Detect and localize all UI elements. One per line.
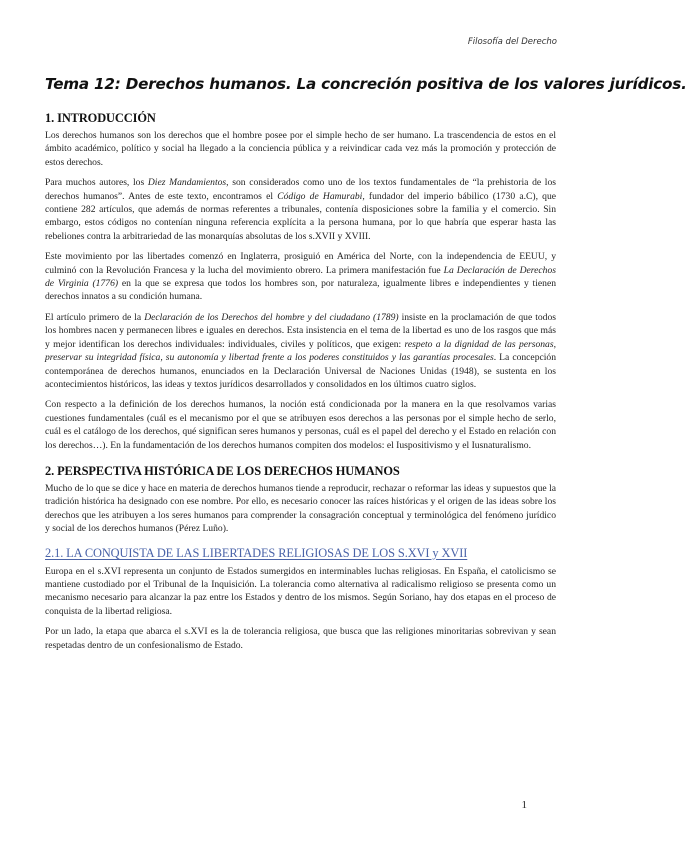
emphasis-text: La Declaración de Derechos de Virginia (1776) bbox=[45, 264, 556, 290]
emphasis-text: Declaración de los Derechos del hombre y del ciudadano (1789) bbox=[144, 311, 399, 323]
paragraph bbox=[45, 398, 556, 452]
paragraph-text: Con respecto a la definición de los derechos humanos, la noción está condicionada por la manera en la que resolvamos varias cuestiones fundamentales (cuál es el mecanismo por el que se atribuyen esos derechos a las personas por el simple hecho de serlo, cuál es el catálogo de los derechos, qué significan seres humanos y personas, cuál es el papel del derecho y el Estado en relación con los derechos…). En la fundamentación de los derechos humanos compiten dos modelos: el Iuspositivismo y el Iusnaturalismo. bbox=[45, 399, 556, 451]
paragraph-text: Por un lado, la etapa que abarca el s.XVI es la de tolerancia religiosa, que busca que las religiones minoritarias sobrevivan y sean respetadas dentro de un confesionalismo de Estado. bbox=[45, 626, 556, 651]
paragraph bbox=[45, 176, 556, 243]
emphasis-text: respeto a la dignidad de las personas, preservar su integridad física, su autonomía y libertad frente a los poderes constituidos y las garantías procesales bbox=[45, 338, 556, 364]
paragraph-text: en la que se expresa que todos los hombres son, por naturaleza, igualmente libres e independientes y tienen derechos innatos a su condición humana. bbox=[45, 278, 556, 303]
paragraph-text: , fundador del imperio bábilico (1730 a.C), que contiene 282 artículos, que además de normas referentes a tribunales, contenía disposiciones sobre la familia y el comercio. Sin embargo, estos códigos no contenían ninguna referencia explícita a la persona humana, por lo que habría que esperar hasta las rebeliones contra la arbitrariedad de las monarquías absolutas de los s.XVII y XVIII. bbox=[45, 190, 557, 242]
paragraph-text: . La concepción contemporánea de derechos humanos, enunciados en la Declaración Universal de Naciones Unidas (1948), se sustenta en los acontecimientos históricos, las ideas y textos jurídicos desarrollados y consolidados en los últimos cuatro siglos. bbox=[45, 352, 557, 390]
subsection-heading-libertades-religiosas: 2.1. LA CONQUISTA DE LAS LIBERTADES RELIGIOSAS DE LOS S.XVI y XVII bbox=[45, 545, 468, 560]
section-heading-introduccion: 1. INTRODUCCIÓN bbox=[45, 111, 156, 125]
running-header: Filosofía del Derecho bbox=[467, 37, 557, 47]
paragraph bbox=[45, 482, 556, 536]
paragraph-text: Los derechos humanos son los derechos que el hombre posee por el simple hecho de ser humano. La trascendencia de estos en el ámbito académico, político y social ha llegado a la conciencia pública y a reivindicar cada vez más la promoción y protección de estos derechos. bbox=[45, 130, 556, 168]
paragraph-text: El artículo primero de la bbox=[45, 311, 145, 323]
paragraph-text: insiste en la proclamación de que todos los hombres nacen y permanecen libres e iguales en derechos. Esta insistencia en el tema de la libertad es uno de los rasgos que más y mejor identifican los derechos individuales: individuales, civiles y políticos, que exigen: bbox=[45, 311, 556, 350]
paragraph-text: Mucho de lo que se dice y hace en materia de derechos humanos tiende a reproducir, rechazar o reformar las ideas y supuestos que la tradición histórica ha designado con ese nombre. Por ello, es necesario conocer las raíces históricas y el origen de las ideas sobre los derechos que les atribuyen a los seres humanos para comprender la consagración conceptual y terminológica del fenómeno jurídico y social de los derechos humanos (Pérez Luño). bbox=[45, 482, 556, 535]
emphasis-text: Diez Mandamientos bbox=[147, 177, 227, 189]
paragraph bbox=[45, 625, 556, 652]
paragraph-text: Europa en el s.XVI representa un conjunto de Estados sumergidos en interminables luchas religiosas. En España, el catolicismo se mantiene custodiado por el Tribunal de la Inquisición. La tolerancia como alternativa al radicalismo religioso se presenta como un mecanismo necesario para alcanzar la paz entre los Estados y dentro de los mismos. Según Soriano, hay dos etapas en el proceso de conquista de la libertad religiosa. bbox=[45, 565, 556, 617]
document-body bbox=[45, 111, 556, 659]
page-number: 1 bbox=[521, 799, 527, 811]
paragraph-text: Este movimiento por las libertades comenzó en Inglaterra, prosiguió en América del Norte, con la independencia de EEUU, y culminó con la Revolución Francesa y la lucha del movimiento obrero. La primera manifestación fue bbox=[45, 251, 556, 276]
paragraph bbox=[45, 129, 556, 169]
paragraph-text: Para muchos autores, los bbox=[45, 177, 148, 189]
section-heading-perspectiva-historica: 2. PERSPECTIVA HISTÓRICA DE LOS DERECHOS HUMANOS bbox=[45, 463, 400, 478]
page-title: Tema 12: Derechos humanos. La concreción positiva de los valores jurídicos. bbox=[45, 75, 687, 93]
paragraph-text: , son considerados como uno de los textos fundamentales de “la prehistoria de los derechos humanos”. Antes de este texto, encontramos el bbox=[45, 177, 556, 202]
emphasis-text: Código de Hamurabi bbox=[277, 190, 363, 202]
paragraph bbox=[45, 311, 556, 391]
paragraph bbox=[45, 565, 556, 619]
paragraph bbox=[45, 250, 556, 304]
